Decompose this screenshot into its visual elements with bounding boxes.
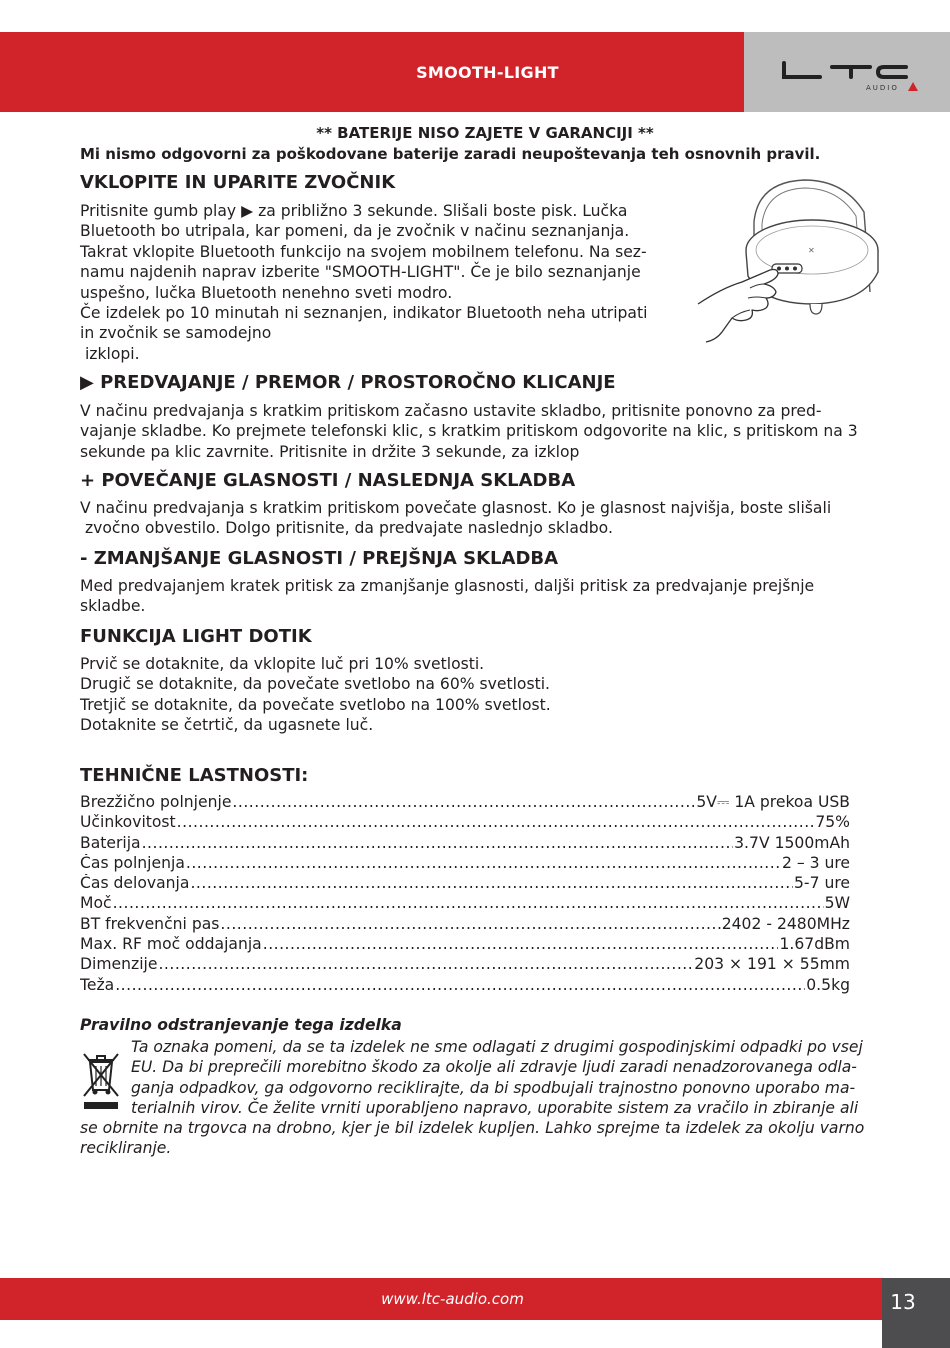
section-text-volume-up: V načinu predvajanja s kratkim pritiskom povečate glasnost. Ko je glasnost najvišja, boste slišali zvočno obvestilo. Dolgo pritisnite, da predvajate naslednjo skladbo. [80, 499, 832, 538]
section-title-pairing: VKLOPITE IN UPARITE ZVOČNIK [80, 172, 396, 193]
section-title-volume-up: + POVEČANJE GLASNOSTI / NASLEDNJA SKLADBA [80, 470, 576, 491]
footer-url: www.ltc-audio.com [381, 1290, 524, 1308]
spec-label: Brezžično polnjenje [80, 793, 232, 811]
hand-drawing [698, 270, 778, 343]
spec-row [80, 874, 850, 894]
disposal-text: se obrnite na trgovca na drobno, kjer je bil izdelek kupljen. Lahko sprejme ta izdelek za okolju varno recikliranje. [80, 1119, 865, 1158]
section-text-volume-down: Med predvajanjem kratek pritisk za zmanjšanje glasnosti, daljši pritisk za predvajanje prejšnje skladbe. [80, 577, 815, 616]
svg-text:✕: ✕ [808, 246, 815, 255]
spec-value: 0.5kg [806, 975, 850, 994]
spec-row [80, 813, 850, 833]
spec-value: 5W [824, 894, 850, 913]
liability-warning: Mi nismo odgovorni za poškodovane baterije zaradi neupoštevanja teh osnovnih pravil. [80, 145, 821, 163]
spec-label: Učinkovitost [80, 813, 176, 832]
spec-label: Čas delovanja [80, 874, 190, 893]
disposal-text-indented: Ta oznaka pomeni, da se ta izdelek ne sme odlagati z drugimi gospodinjskimi odpadki po vsej EU. Da bi preprečili morebitno škodo za okolje ali zdravje ljudi zaradi nenadzorovanega odla- ganja odpadkov, ga odgovorno reciklirajte, da bi spodbujali trajnostno ponovno uporabo ma- terialnih virov. Če želite vrniti uporabljeno napravo, uporabite sistem za vračilo in zbiranje ali [131, 1038, 863, 1118]
disposal-title: Pravilno odstranjevanje tega izdelka [80, 1016, 402, 1034]
specs-title: TEHNIČNE LASTNOSTI: [80, 765, 309, 786]
spec-leader [263, 935, 779, 953]
spec-leader [115, 976, 805, 994]
section-title-volume-down: - ZMANJŠANJE GLASNOSTI / PREJŠNJA SKLADBA [80, 548, 559, 569]
spec-leader [220, 915, 720, 933]
spec-value: 2402 - 2480MHz [721, 914, 850, 933]
spec-leader [113, 894, 824, 912]
spec-row [80, 834, 850, 854]
section-text-light: Prvič se dotaknite, da vklopite luč pri 10% svetlosti. Drugič se dotaknite, da povečate svetlobo na 60% svetlosti. Tretjič se dotaknite, da povečate svetlobo na 100% svetlost. Dotaknite se četrtič, da ugasnete luč. [80, 655, 551, 735]
spec-row [80, 976, 850, 996]
spec-label: BT frekvenčni pas [80, 914, 220, 933]
spec-leader [177, 813, 815, 831]
spec-value: 75% [815, 813, 850, 832]
logo-triangle-icon [908, 82, 918, 91]
section-title-light: FUNKCIJA LIGHT DOTIK [80, 626, 312, 647]
section-text-pairing: Pritisnite gumb play ▶ za približno 3 sekunde. Slišali boste pisk. Lučka Bluetooth bo utripala, kar pomeni, da je zvočnik v načinu seznanjanja. Takrat vklopite Bluetooth funkcijo na svojem mobilnem telefonu. Na sez- namu najdenih naprav izberite "SMOOTH-LIGHT". Če je bilo seznanjanje uspešno, lučka Bluetooth nenehno sveti modro. Če izdelek po 10 minutah ni seznanjen, indikator Bluetooth neha utripati in zvočnik se samodejno izklopi. [80, 202, 648, 363]
specs-table [80, 793, 850, 996]
speaker-illustration [692, 172, 882, 350]
spec-row [80, 894, 850, 914]
spec-label: Teža [80, 975, 115, 994]
spec-value: 203 × 191 × 55mm [694, 955, 850, 974]
spec-row [80, 854, 850, 874]
spec-label: Dimenzije [80, 955, 158, 974]
spec-row [80, 955, 850, 975]
spec-value: 1.67dBm [779, 935, 850, 954]
page-number: 13 [890, 1290, 916, 1314]
spec-leader [186, 854, 781, 872]
header-title: SMOOTH-LIGHT [416, 62, 559, 82]
spec-row [80, 935, 850, 955]
speaker-foot [810, 304, 822, 314]
spec-label: Moč [80, 894, 112, 913]
weee-crossed-bin-icon [80, 1050, 122, 1112]
spec-label: Čas polnjenja [80, 853, 185, 872]
spec-value: 5-7 ure [794, 874, 850, 893]
spec-value: 5V⎓ 1A prekoa USB [696, 793, 850, 811]
spec-leader [142, 834, 734, 852]
spec-leader [190, 874, 793, 892]
spec-label: Max. RF moč oddajanja [80, 935, 262, 954]
battery-warning: ** BATERIJE NISO ZAJETE V GARANCIJI ** [316, 124, 654, 142]
spec-value: 2 – 3 ure [781, 853, 850, 872]
spec-leader [232, 793, 695, 811]
spec-leader [158, 955, 693, 973]
section-title-play: ▶ PREDVAJANJE / PREMOR / PROSTOROČNO KLICANJE [80, 372, 616, 393]
spec-value: 3.7V 1500mAh [734, 833, 850, 852]
section-text-play: V načinu predvajanja s kratkim pritiskom začasno ustavite skladbo, pritisnite ponovno za pred- vajanje skladbe. Ko prejmete telefonski klic, s kratkim pritiskom odgovorite na klic, s pritiskom na 3 sekunde pa klic zavrnite. Pritisnite in držite 3 sekunde, za izklop [80, 402, 858, 461]
spec-row [80, 793, 850, 813]
ltc-logo [780, 55, 920, 95]
spec-label: Baterija [80, 833, 141, 852]
spec-row [80, 915, 850, 935]
logo-subtitle: AUDIO [866, 84, 899, 92]
